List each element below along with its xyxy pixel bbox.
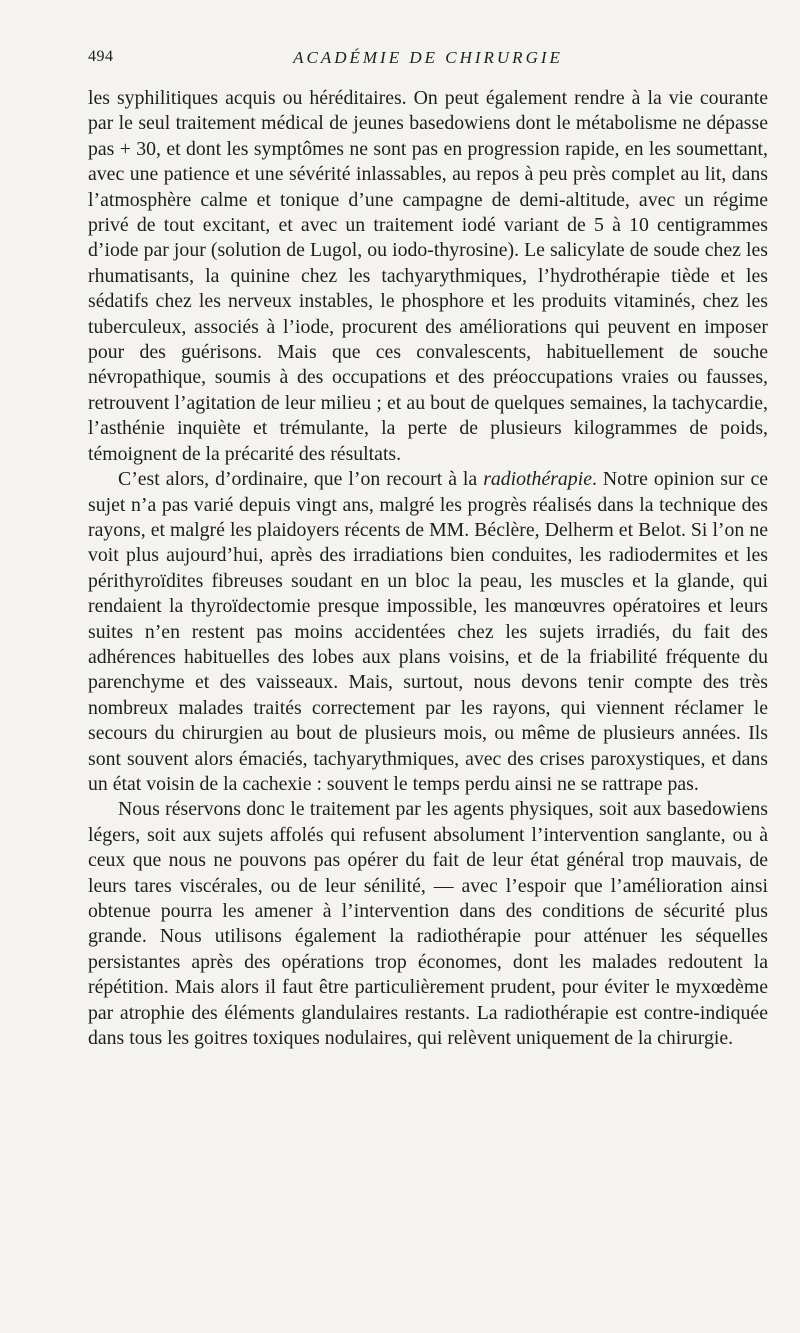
page-header — [88, 48, 768, 72]
paragraph-2 — [88, 467, 768, 797]
page-number: 494 — [88, 48, 114, 65]
running-title: ACADÉMIE DE CHIRURGIE — [293, 48, 563, 67]
body-text — [88, 86, 768, 1051]
paragraph-2-emphasis: radiothérapie — [483, 468, 592, 491]
paragraph-3: Nous réservons donc le traitement par les agents physiques, soit aux basedowiens légers, soit aux sujets affolés qui refusent absolument l’intervention sanglante, ou à ceux que nous ne pouvons pas opérer du fait de leur état général trop mauvais, de leurs tares viscérales, ou de leur sénilité, — avec l’espoir que l’amélioration ainsi obtenue pourra les amener à l’intervention dans des conditions de sécurité plus grande. Nous utilisons également la radiothérapie pour atténuer les séquelles persistantes après des opérations trop économes, dont les malades redoutent la répétition. Mais alors il faut être particulièrement prudent, pour éviter le myxœdème par atrophie des éléments glandulaires restants. La radiothérapie est contre-indiquée dans tous les goitres toxiques nodulaires, qui relèvent uniquement de la chirurgie. — [88, 798, 768, 1050]
paragraph-2-before: C’est alors, d’ordinaire, que l’on recourt à la — [118, 468, 484, 491]
paragraph-1: les syphilitiques acquis ou héréditaires. On peut également rendre à la vie courante par le seul traitement médical de jeunes basedowiens dont le métabolisme ne dépasse pas + 30, et dont les symptômes ne sont pas en progression rapide, en les soumettant, avec une patience et une sévérité inlassables, au repos à peu près complet au lit, dans l’atmosphère calme et tonique d’une campagne de demi-altitude, avec un régime privé de tout excitant, et avec un traitement iodé variant de 5 à 10 centigrammes d’iode par jour (solution de Lugol, ou iodo-thyrosine). Le salicylate de soude chez les rhumatisants, la quinine chez les tachyarythmiques, l’hydrothérapie tiède et les sédatifs chez les nerveux instables, le phosphore et les produits vitaminés, chez les tuberculeux, associés à l’iode, procurent des améliorations qui peuvent en imposer pour des guérisons. Mais que ces convalescents, habituellement de souche névropathique, soumis à des occupations et des préoccupations vraies ou fausses, retrouvent l’agitation de leur milieu ; et au bout de quelques semaines, la tachycardie, l’asthénie inquiète et trémulante, la perte de plusieurs kilogrammes de poids, témoignent de la précarité des résultats. — [88, 87, 768, 465]
paragraph-2-after: . Notre opinion sur ce sujet n’a pas varié depuis vingt ans, malgré les progrès réalisés dans la technique des rayons, et malgré les plaidoyers récents de MM. Béclère, Delherm et Belot. Si l’on ne voit plus aujourd’hui, après des irradiations bien conduites, les radiodermites et les périthyroïdites fibreuses soudant en un bloc la peau, les muscles et la glande, qui rendaient la thyroïdectomie presque impossible, les manœuvres opératoires et leurs suites n’en restent pas moins accidentées chez les sujets irradiés, du fait des adhérences habituelles des lobes aux plans voisins, et de la friabilité fréquente du parenchyme et des vaisseaux. Mais, surtout, nous devons tenir compte des très nombreux malades traités correctement par les rayons, qui viennent réclamer le secours du chirurgien au bout de plusieurs mois, ou même de plusieurs années. Ils sont souvent alors émaciés, tachyarythmiques, avec des crises paroxystiques, et dans un état voisin de la cachexie : souvent le temps perdu ainsi ne se rattrape pas. — [88, 468, 769, 795]
